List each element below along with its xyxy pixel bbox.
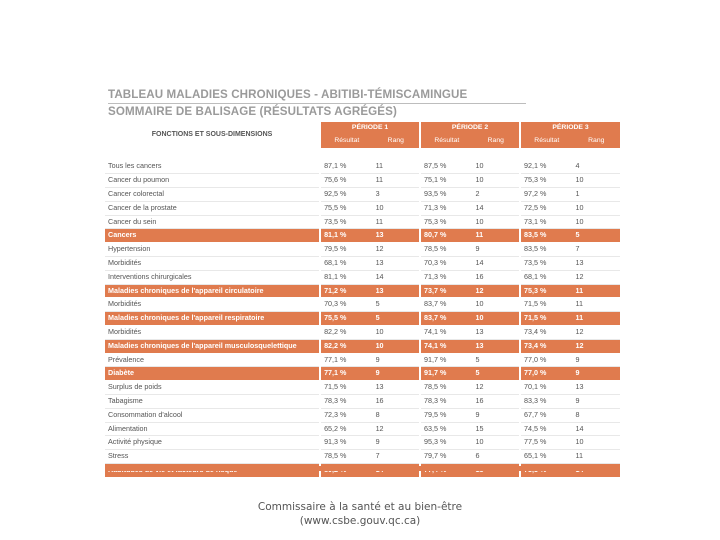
result-cell-period-2: 91,7 % xyxy=(420,353,473,367)
result-cell-period-1: 75,5 % xyxy=(320,201,373,215)
row-label: Surplus de poids xyxy=(105,381,320,395)
result-cell-period-1: 77,1 % xyxy=(320,353,373,367)
rank-cell-period-3: 11 xyxy=(573,450,621,464)
rank-cell-period-2: 16 xyxy=(473,394,520,408)
rank-cell-period-1: 9 xyxy=(373,436,420,450)
row-label: Maladies chroniques de l'appareil respiratoire xyxy=(105,312,320,326)
result-cell-period-2: 83,7 % xyxy=(420,312,473,326)
rank-cell-period-1: 13 xyxy=(373,284,420,298)
header-period-3: PÉRIODE 3 xyxy=(520,122,620,135)
result-cell-period-1: 81,1 % xyxy=(320,229,373,243)
rank-cell-period-1: 10 xyxy=(373,325,420,339)
result-cell-period-3: 83,3 % xyxy=(520,394,573,408)
result-cell-period-1: 71,2 % xyxy=(320,284,373,298)
rank-cell-period-2: 10 xyxy=(473,215,520,229)
rank-cell-period-1: 7 xyxy=(373,450,420,464)
rank-cell-period-3: 13 xyxy=(573,381,621,395)
result-cell-period-1: 78,5 % xyxy=(320,450,373,464)
table-row xyxy=(105,436,620,450)
rank-cell-period-3: 9 xyxy=(573,394,621,408)
rank-cell-period-1: 5 xyxy=(373,298,420,312)
row-label: Cancer de la prostate xyxy=(105,201,320,215)
row-label: Cancer du sein xyxy=(105,215,320,229)
result-cell-period-3: 83,5 % xyxy=(520,243,573,257)
result-cell-period-3: 75,3 % xyxy=(520,174,573,188)
header-rank-1: Rang xyxy=(373,135,420,148)
rank-cell-period-2: 10 xyxy=(473,436,520,450)
table-row xyxy=(105,298,620,312)
result-cell-period-1: 82,2 % xyxy=(320,339,373,353)
rank-cell-period-1: 16 xyxy=(373,394,420,408)
rank-cell-period-3: 14 xyxy=(573,422,621,436)
rank-cell-period-1: 10 xyxy=(373,201,420,215)
header-result-3: Résultat xyxy=(520,135,573,148)
rank-cell-period-2: 10 xyxy=(473,298,520,312)
result-cell-period-2: 95,3 % xyxy=(420,436,473,450)
header-result-1: Résultat xyxy=(320,135,373,148)
rank-cell-period-2: 11 xyxy=(473,229,520,243)
rank-cell-period-3: 4 xyxy=(573,160,621,173)
rank-cell-period-2: 14 xyxy=(473,256,520,270)
result-cell-period-1: 79,5 % xyxy=(320,243,373,257)
result-cell-period-1: 78,3 % xyxy=(320,394,373,408)
result-cell-period-1: 82,2 % xyxy=(320,325,373,339)
rank-cell-period-1: 10 xyxy=(373,339,420,353)
rank-cell-period-2: 6 xyxy=(473,450,520,464)
result-cell-period-1: 91,3 % xyxy=(320,436,373,450)
header-result-2: Résultat xyxy=(420,135,473,148)
rank-cell-period-1: 11 xyxy=(373,160,420,173)
result-cell-period-3: 73,4 % xyxy=(520,339,573,353)
header-dimensions: FONCTIONS ET SOUS-DIMENSIONS xyxy=(105,122,320,148)
result-cell-period-3: 74,5 % xyxy=(520,422,573,436)
result-cell-period-2: 87,5 % xyxy=(420,160,473,173)
row-label: Diabète xyxy=(105,367,320,381)
table-row-category xyxy=(105,312,620,326)
row-label: Alimentation xyxy=(105,422,320,436)
rank-cell-period-1: 11 xyxy=(373,215,420,229)
title-line-2: SOMMAIRE DE BALISAGE (RÉSULTATS AGRÉGÉS) xyxy=(108,105,397,118)
rank-cell-period-3: 1 xyxy=(573,187,621,201)
rank-cell-period-3: 12 xyxy=(573,325,621,339)
rank-cell-period-1: 3 xyxy=(373,187,420,201)
table-row xyxy=(105,215,620,229)
result-cell-period-3: 92,1 % xyxy=(520,160,573,173)
table-row xyxy=(105,353,620,367)
row-label: Cancers xyxy=(105,229,320,243)
table-row-category xyxy=(105,229,620,243)
table-row xyxy=(105,160,620,173)
result-cell-period-2: 83,7 % xyxy=(420,298,473,312)
result-cell-period-3: 77,0 % xyxy=(520,367,573,381)
rank-cell-period-2: 5 xyxy=(473,367,520,381)
rank-cell-period-2: 10 xyxy=(473,174,520,188)
result-cell-period-3: 67,7 % xyxy=(520,408,573,422)
rank-cell-period-2: 9 xyxy=(473,243,520,257)
rank-cell-period-2: 9 xyxy=(473,408,520,422)
row-label: Morbidités xyxy=(105,325,320,339)
row-label: Morbidités xyxy=(105,298,320,312)
result-cell-period-3: 70,1 % xyxy=(520,381,573,395)
rank-cell-period-1: 13 xyxy=(373,256,420,270)
rank-cell-period-3: 9 xyxy=(573,367,621,381)
rank-cell-period-2: 2 xyxy=(473,187,520,201)
table-body xyxy=(105,160,620,477)
result-cell-period-1: 73,5 % xyxy=(320,215,373,229)
header-rank-2: Rang xyxy=(473,135,520,148)
rank-cell-period-3: 7 xyxy=(573,243,621,257)
table-row xyxy=(105,270,620,284)
table-row xyxy=(105,408,620,422)
header-period-1: PÉRIODE 1 xyxy=(320,122,420,135)
rank-cell-period-2: 14 xyxy=(473,201,520,215)
result-cell-period-3: 65,1 % xyxy=(520,450,573,464)
table-row xyxy=(105,243,620,257)
rank-cell-period-3: 12 xyxy=(573,339,621,353)
rank-cell-period-1: 11 xyxy=(373,174,420,188)
row-label: Interventions chirurgicales xyxy=(105,270,320,284)
result-cell-period-3: 77,5 % xyxy=(520,436,573,450)
result-cell-period-1: 70,3 % xyxy=(320,298,373,312)
result-cell-period-2: 78,5 % xyxy=(420,243,473,257)
rank-cell-period-2: 13 xyxy=(473,325,520,339)
table-row xyxy=(105,325,620,339)
result-cell-period-3: 75,3 % xyxy=(520,284,573,298)
result-cell-period-1: 71,5 % xyxy=(320,381,373,395)
result-cell-period-2: 70,3 % xyxy=(420,256,473,270)
result-cell-period-2: 80,7 % xyxy=(420,229,473,243)
rank-cell-period-2: 10 xyxy=(473,160,520,173)
row-label: Cancer colorectal xyxy=(105,187,320,201)
row-label: Consommation d'alcool xyxy=(105,408,320,422)
benchmark-table xyxy=(105,122,620,478)
result-cell-period-2: 93,5 % xyxy=(420,187,473,201)
result-cell-period-1: 87,1 % xyxy=(320,160,373,173)
table-row xyxy=(105,394,620,408)
rank-cell-period-2: 13 xyxy=(473,339,520,353)
rank-cell-period-3: 10 xyxy=(573,436,621,450)
rank-cell-period-3: 8 xyxy=(573,408,621,422)
result-cell-period-3: 71,5 % xyxy=(520,312,573,326)
table-row xyxy=(105,187,620,201)
result-cell-period-1: 81,1 % xyxy=(320,270,373,284)
rank-cell-period-3: 11 xyxy=(573,298,621,312)
title-divider xyxy=(108,103,526,104)
rank-cell-period-3: 11 xyxy=(573,312,621,326)
result-cell-period-2: 63,5 % xyxy=(420,422,473,436)
row-label: Tabagisme xyxy=(105,394,320,408)
result-cell-period-2: 73,7 % xyxy=(420,284,473,298)
rank-cell-period-3: 10 xyxy=(573,201,621,215)
row-label: Activité physique xyxy=(105,436,320,450)
row-label: Maladies chroniques de l'appareil circulatoire xyxy=(105,284,320,298)
rank-cell-period-1: 12 xyxy=(373,422,420,436)
result-cell-period-1: 72,3 % xyxy=(320,408,373,422)
header-period-2: PÉRIODE 2 xyxy=(420,122,520,135)
result-cell-period-1: 68,1 % xyxy=(320,256,373,270)
table-row-category xyxy=(105,339,620,353)
rank-cell-period-3: 10 xyxy=(573,174,621,188)
table-row-category xyxy=(105,367,620,381)
rank-cell-period-3: 10 xyxy=(573,215,621,229)
result-cell-period-3: 72,5 % xyxy=(520,201,573,215)
credit-line-1: Commissaire à la santé et au bien-être xyxy=(257,501,463,513)
result-cell-period-2: 79,7 % xyxy=(420,450,473,464)
table-row xyxy=(105,201,620,215)
result-cell-period-2: 75,3 % xyxy=(420,215,473,229)
rank-cell-period-1: 13 xyxy=(373,229,420,243)
rank-cell-period-1: 9 xyxy=(373,353,420,367)
rank-cell-period-2: 10 xyxy=(473,312,520,326)
row-label: Stress xyxy=(105,450,320,464)
result-cell-period-3: 73,5 % xyxy=(520,256,573,270)
result-cell-period-2: 91,7 % xyxy=(420,367,473,381)
result-cell-period-1: 75,5 % xyxy=(320,312,373,326)
rank-cell-period-1: 8 xyxy=(373,408,420,422)
result-cell-period-3: 73,1 % xyxy=(520,215,573,229)
rank-cell-period-1: 12 xyxy=(373,243,420,257)
result-cell-period-2: 78,3 % xyxy=(420,394,473,408)
result-cell-period-1: 92,5 % xyxy=(320,187,373,201)
result-cell-period-3: 83,5 % xyxy=(520,229,573,243)
table-row xyxy=(105,174,620,188)
rank-cell-period-3: 9 xyxy=(573,353,621,367)
rank-cell-period-2: 16 xyxy=(473,270,520,284)
result-cell-period-3: 71,5 % xyxy=(520,298,573,312)
result-cell-period-3: 73,4 % xyxy=(520,325,573,339)
result-cell-period-2: 74,1 % xyxy=(420,325,473,339)
rank-cell-period-2: 12 xyxy=(473,284,520,298)
row-label: Morbidités xyxy=(105,256,320,270)
result-cell-period-2: 79,5 % xyxy=(420,408,473,422)
row-label: Cancer du poumon xyxy=(105,174,320,188)
rank-cell-period-3: 12 xyxy=(573,270,621,284)
result-cell-period-3: 68,1 % xyxy=(520,270,573,284)
rank-cell-period-1: 5 xyxy=(373,312,420,326)
result-cell-period-2: 75,1 % xyxy=(420,174,473,188)
row-label: Tous les cancers xyxy=(105,160,320,173)
rank-cell-period-2: 12 xyxy=(473,381,520,395)
rank-cell-period-3: 5 xyxy=(573,229,621,243)
result-cell-period-1: 65,2 % xyxy=(320,422,373,436)
result-cell-period-2: 74,1 % xyxy=(420,339,473,353)
table-row xyxy=(105,256,620,270)
rank-cell-period-3: 11 xyxy=(573,284,621,298)
result-cell-period-1: 77,1 % xyxy=(320,367,373,381)
result-cell-period-1: 75,6 % xyxy=(320,174,373,188)
source-credit xyxy=(0,500,720,528)
header-rank-3: Rang xyxy=(573,135,621,148)
table-bottom-band xyxy=(105,466,620,471)
header-period-row xyxy=(105,122,620,135)
table-row xyxy=(105,450,620,464)
title-line-1: TABLEAU MALADIES CHRONIQUES - ABITIBI-TÉMISCAMINGUE xyxy=(108,88,468,101)
result-cell-period-2: 78,5 % xyxy=(420,381,473,395)
table-row xyxy=(105,422,620,436)
credit-line-2: (www.csbe.gouv.qc.ca) xyxy=(299,515,421,527)
result-cell-period-3: 97,2 % xyxy=(520,187,573,201)
rank-cell-period-2: 5 xyxy=(473,353,520,367)
rank-cell-period-1: 9 xyxy=(373,367,420,381)
result-cell-period-2: 71,3 % xyxy=(420,270,473,284)
row-label: Maladies chroniques de l'appareil musculosquelettique xyxy=(105,339,320,353)
rank-cell-period-1: 14 xyxy=(373,270,420,284)
rank-cell-period-3: 13 xyxy=(573,256,621,270)
rank-cell-period-2: 15 xyxy=(473,422,520,436)
table-row xyxy=(105,381,620,395)
row-label: Prévalence xyxy=(105,353,320,367)
table-row-category xyxy=(105,284,620,298)
result-cell-period-3: 77,0 % xyxy=(520,353,573,367)
row-label: Hypertension xyxy=(105,243,320,257)
result-cell-period-2: 71,3 % xyxy=(420,201,473,215)
table-title xyxy=(108,88,608,119)
rank-cell-period-1: 13 xyxy=(373,381,420,395)
